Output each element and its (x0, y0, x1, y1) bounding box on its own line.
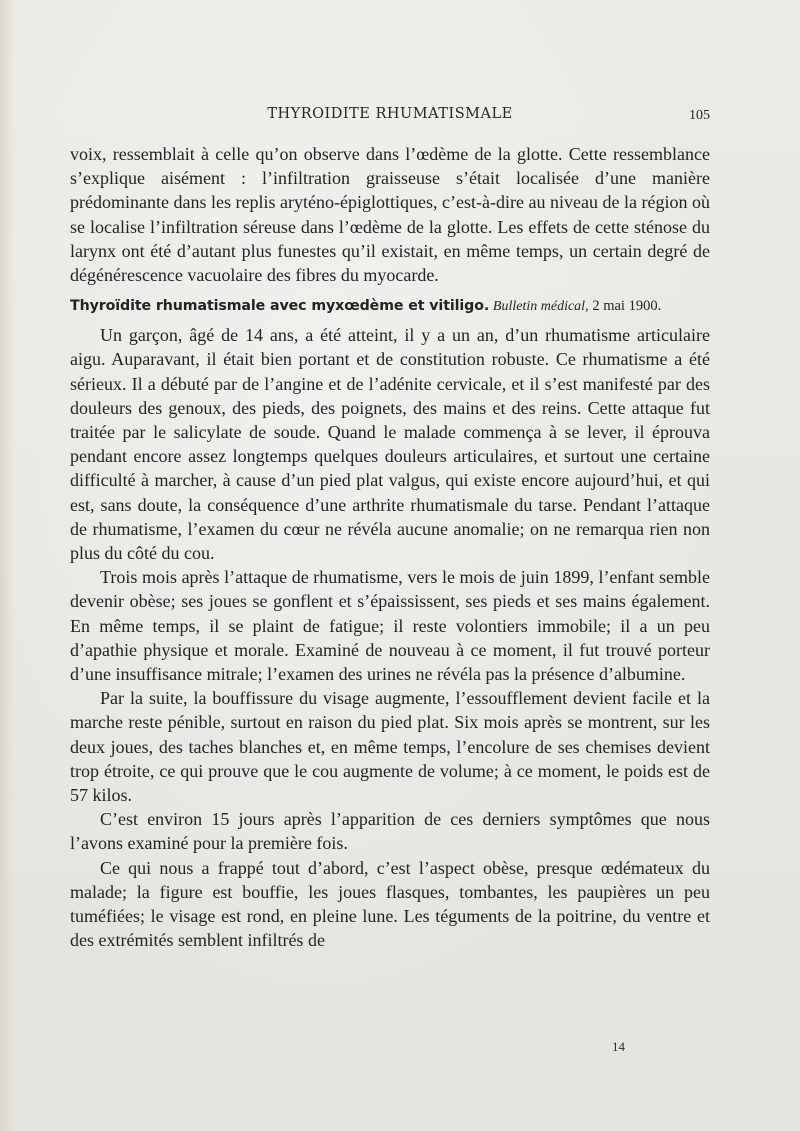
paragraph: Un garçon, âgé de 14 ans, a été atteint, il y a un an, d’un rhumatisme articulaire aigu. Auparavant, il était bien portant et de constitution robuste. Ce rhumatisme a été sérieux. Il a débuté par de l’angine et de l’adénite cervicale, et il s’est manifesté par des douleurs des genoux, des pieds, des poignets, des mains et des reins. Cette attaque fut traitée par le salicylate de soude. Quand le malade commença à se lever, il éprouva pendant encore assez longtemps quelques douleurs articulaires, et surtout une certaine difficulté à marcher, à cause d’un pied plat valgus, qui existe encore aujourd’hui, et qui est, sans doute, la conséquence d’une arthrite rhumatismale du tarse. Pendant l’attaque de rhumatisme, l’examen du cœur ne révéla aucune anomalie; on ne remarqua rien non plus du côté du cou. (70, 325, 710, 564)
article-title: Thyroïdite rhumatismale avec myxœdème et vitiligo. (70, 298, 490, 315)
running-title: THYROIDITE RHUMATISMALE (267, 106, 513, 122)
paragraph: Trois mois après l’attaque de rhumatisme, vers le mois de juin 1899, l’enfant semble devenir obèse; ses joues se gonflent et s’épaississent, ses pieds et ses mains également. En même temps, il se plaint de fatigue; il reste volontiers immobile; il a un peu d’apathie physique et morale. Examiné de nouveau à ce moment, il fut trouvé porteur d’une insuffisance mitrale; l’examen des urines ne révéla pas la présence d’albumine. (70, 567, 710, 685)
paragraph: C’est environ 15 jours après l’apparition de ces derniers symptômes que nous l’avons examiné pour la première fois. (70, 809, 710, 854)
paragraph: Par la suite, la bouffissure du visage augmente, l’essoufflement devient facile et la marche reste pénible, surtout en raison du pied plat. Six mois après se montrent, sur les deux joues, des taches blanches et, en même temps, l’encolure de ses chemises devient trop étroite, ce qui prouve que le cou augmente de volume; à ce moment, le poids est de 57 kilos. (70, 688, 710, 806)
page-number: 105 (689, 108, 710, 123)
signature-mark: 14 (612, 1039, 625, 1054)
article-source: Bulletin médical, (492, 299, 589, 315)
paragraph-continued: voix, ressemblait à celle qu’on observe dans l’œdème de la glotte. Cette ressemblance s’explique aisément : l’infiltration graisseuse s’était localisée d’une manière prédominante dans les replis aryténo-épiglottiques, c’est-à-dire au niveau de la région où se localise l’infiltration séreuse dans l’œdème de la glotte. Les effets de cette sténose du larynx ont été d’autant plus funestes qu’il existait, en même temps, un certain degré de dégénérescence vacuolaire des fibres du myocarde. (70, 144, 710, 286)
binding-gutter (0, 0, 14, 1131)
article-heading (70, 295, 710, 318)
article-date: 2 mai 1900. (592, 298, 662, 315)
paragraph: Ce qui nous a frappé tout d’abord, c’est l’aspect obèse, presque œdémateux du malade; la figure est bouffie, les joues flasques, tombantes, les paupières un peu tuméfiées; le visage est rond, en pleine lune. Les téguments de la poitrine, du ventre et des extrémités semblent infiltrés de (70, 857, 710, 951)
text-body (70, 142, 710, 953)
running-header (70, 102, 710, 130)
